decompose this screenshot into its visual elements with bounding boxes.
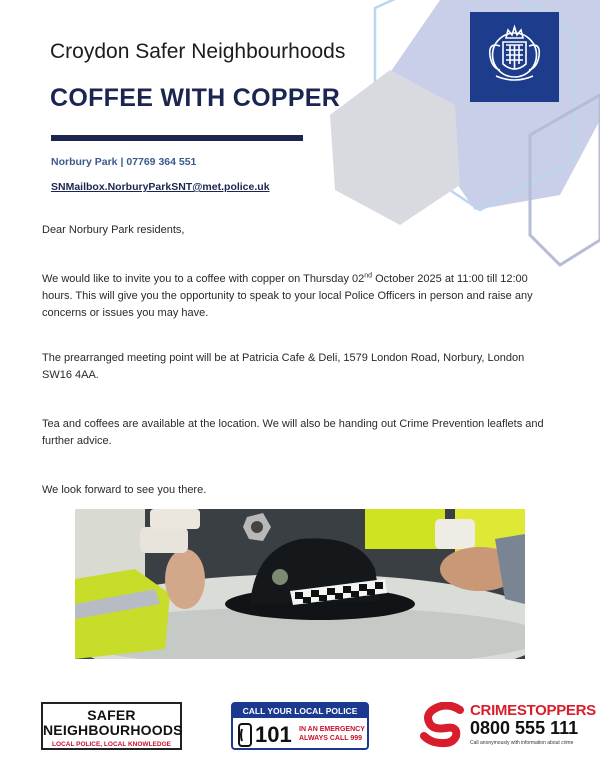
- crimestoppers-s-icon: [420, 702, 466, 753]
- contact-line: [51, 156, 196, 168]
- phone-handset-icon: [238, 723, 252, 752]
- title-underline: [51, 135, 303, 141]
- refreshments-paragraph: Tea and coffees are available at the location. We will also be handing out Crime Prevention leaflets and further advice.: [42, 418, 544, 447]
- phone-number: 07769 364 551: [126, 156, 197, 168]
- organisation-name: Croydon Safer Neighbourhoods: [50, 40, 346, 63]
- sn-logo-line2: NEIGHBOURHOODS: [43, 722, 183, 738]
- crimestoppers-name: CRIMESTOPPERS: [470, 702, 596, 719]
- meeting-point-paragraph: The prearranged meeting point will be at Patricia Cafe & Deli, 1579 London Road, Norbury, London SW16 4AA.: [42, 352, 525, 381]
- salutation: Dear Norbury Park residents,: [42, 224, 185, 236]
- safer-neighbourhoods-logo: [41, 702, 182, 750]
- crimestoppers-tagline: Call anonymously with information about crime: [470, 740, 574, 746]
- call-101-logo: [231, 702, 369, 750]
- call-101-heading: CALL YOUR LOCAL POLICE: [233, 704, 367, 718]
- crimestoppers-phone: 0800 555 111: [470, 718, 579, 738]
- police-hat-photo: [75, 509, 525, 659]
- page-title: COFFEE WITH COPPER: [50, 84, 341, 112]
- sn-logo-tagline: LOCAL POLICE, LOCAL KNOWLEDGE: [52, 741, 171, 748]
- emergency-note: IN AN EMERGENCY ALWAYS CALL 999: [299, 726, 365, 742]
- ward-name: Norbury Park: [51, 156, 118, 168]
- crimestoppers-logo: [420, 700, 596, 752]
- sn-logo-line1: SAFER: [87, 707, 136, 723]
- email-link[interactable]: SNMailbox.NorburyParkSNT@met.police.uk: [51, 181, 270, 193]
- closing-line: We look forward to see you there.: [42, 484, 207, 496]
- invitation-paragraph: We would like to invite you to a coffee with copper on Thursday 02nd October 2025 at 11:00 till 12:00 hours. This will give you the opportunity to speak to your local Police Officers in person and raise any concerns or issues you may have.: [42, 272, 533, 319]
- contact-separator: |: [120, 156, 124, 168]
- met-police-crest-icon: [470, 12, 559, 102]
- call-101-number: 101: [255, 722, 292, 747]
